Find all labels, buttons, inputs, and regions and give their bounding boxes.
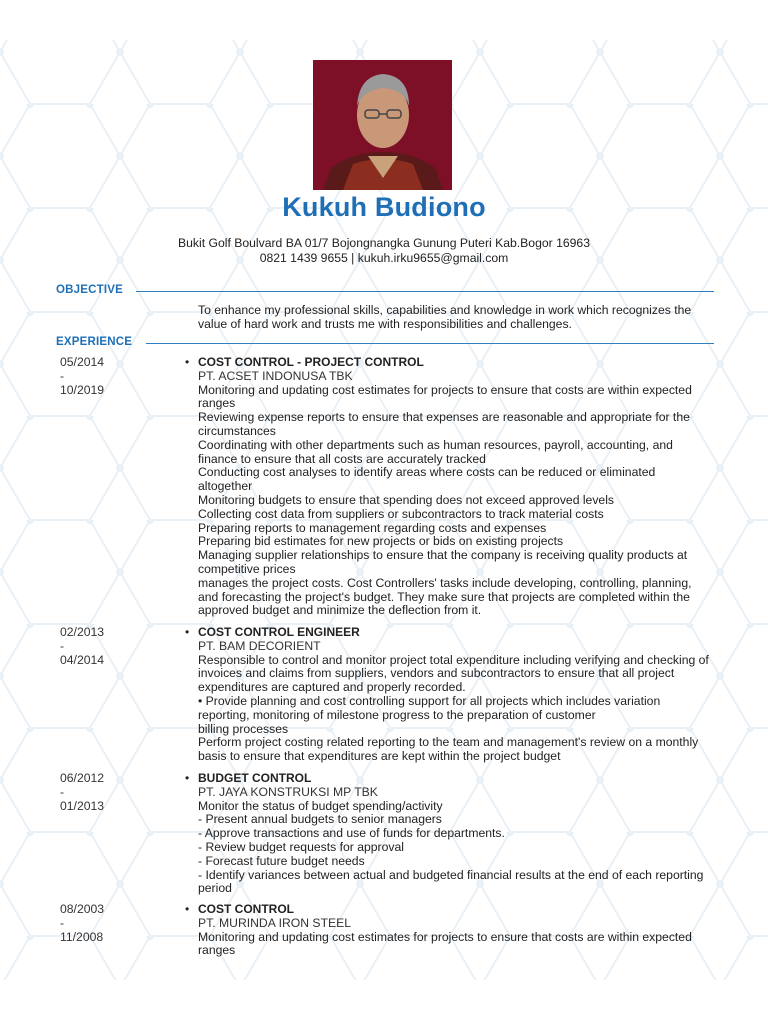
job-title: BUDGET CONTROL [198, 771, 312, 785]
job-title: COST CONTROL ENGINEER [198, 625, 360, 639]
job-duty: manages the project costs. Cost Controllers' tasks include developing, controlling, planning, and forecasting the project's budget. They make sure that projects are completed within the approved budget and minimize the deflection from it. [198, 575, 692, 618]
experience-divider [146, 343, 714, 344]
job-duty: - Forecast future budget needs [198, 853, 365, 868]
profile-photo [313, 60, 452, 190]
job-end-date: 01/2013 [60, 798, 105, 813]
job-title: COST CONTROL - PROJECT CONTROL [198, 355, 424, 369]
job-start-date: 06/2012 [60, 771, 105, 785]
job-details [198, 356, 710, 618]
contact-block [0, 236, 768, 265]
objective-divider [136, 291, 714, 292]
job-duty: - Present annual budgets to senior managers [198, 812, 442, 827]
job-duty: Monitoring and updating cost estimates for projects to ensure that costs are within expected ranges [198, 929, 692, 958]
job-dates [60, 903, 150, 944]
job-duty: Coordinating with other departments such as human resources, payroll, accounting, and finance to ensure that all costs are accurately tracked [198, 437, 673, 466]
company-name: PT. MURINDA IRON STEEL [198, 915, 352, 930]
job-duty: Responsible to control and monitor project total expenditure including verifying and checking of invoices and claims from suppliers, vendors and subcontractors to ensure that all project expenditures are captured and properly recorded. [198, 652, 709, 695]
bullet-marker: • [185, 355, 190, 369]
job-start-date: 08/2003 [60, 902, 105, 916]
job-duty: - Identify variances between actual and budgeted financial results at the end of each reporting period [198, 867, 704, 896]
address: Bukit Golf Boulvard BA 01/7 Bojongnangka Gunung Puteri Kab.Bogor 16963 [178, 236, 590, 250]
job-duty: Monitoring budgets to ensure that spending does not exceed approved levels [198, 492, 615, 507]
bullet-marker: • [185, 625, 190, 639]
phone-email: 0821 1439 9655 | kukuh.irku9655@gmail.com [259, 250, 509, 265]
company-name: PT. JAYA KONSTRUKSI MP TBK [198, 784, 378, 799]
job-dates [60, 772, 150, 813]
company-name: PT. ACSET INDONUSA TBK [198, 368, 353, 383]
job-duty: Managing supplier relationships to ensure that the company is receiving quality products at competitive prices [198, 548, 688, 576]
job-duty: - Approve transactions and use of funds for departments. [198, 826, 505, 841]
job-duty: Preparing reports to management regarding costs and expenses [198, 520, 547, 535]
job-duty: - Review budget requests for approval [198, 839, 404, 854]
job-duty: Reviewing expense reports to ensure that expenses are reasonable and appropriate for the circumstances [198, 410, 690, 438]
candidate-name: Kukuh Budiono [282, 192, 486, 222]
company-name: PT. BAM DECORIENT [198, 638, 321, 653]
job-duty: • Provide planning and cost controlling support for all projects which includes variation reporting, monitoring of milestone progress to the preparation of customer [198, 693, 661, 722]
objective-heading: OBJECTIVE [56, 284, 123, 296]
bullet-marker: • [185, 902, 190, 916]
job-end-date: 10/2019 [60, 382, 105, 397]
job-end-date: 11/2008 [60, 929, 104, 944]
job-start-date: 05/2014 [60, 355, 105, 369]
job-duty: Collecting cost data from suppliers or subcontractors to track material costs [198, 506, 604, 521]
job-duty: Preparing bid estimates for new projects or bids on existing projects [198, 534, 564, 549]
job-duty: Monitor the status of budget spending/activity [198, 798, 443, 813]
bullet-marker: • [185, 771, 190, 785]
date-separator: - [60, 638, 65, 653]
objective-text: To enhance my professional skills, capabilities and knowledge in work which recognizes the value of hard work and trusts me with responsibilities and challenges. [198, 303, 692, 331]
job-duty: Conducting cost analyses to identify areas where costs can be reduced or eliminated altogether [198, 465, 656, 494]
job-end-date: 04/2014 [60, 652, 105, 667]
job-dates [60, 356, 150, 397]
job-title: COST CONTROL [198, 902, 294, 916]
job-details [198, 626, 710, 764]
date-separator: - [60, 368, 65, 383]
job-dates [60, 626, 150, 667]
job-duty: Monitoring and updating cost estimates for projects to ensure that costs are within expected ranges [198, 382, 692, 411]
job-duty: Perform project costing related reporting to the team and management's review on a monthly basis to ensure that expenditures are kept within the project budget [198, 735, 699, 764]
job-duty: billing processes [198, 721, 289, 736]
date-separator: - [60, 784, 65, 799]
date-separator: - [60, 915, 65, 930]
job-details [198, 903, 710, 958]
job-details [198, 772, 710, 896]
experience-heading: EXPERIENCE [56, 336, 133, 348]
job-start-date: 02/2013 [60, 625, 105, 639]
